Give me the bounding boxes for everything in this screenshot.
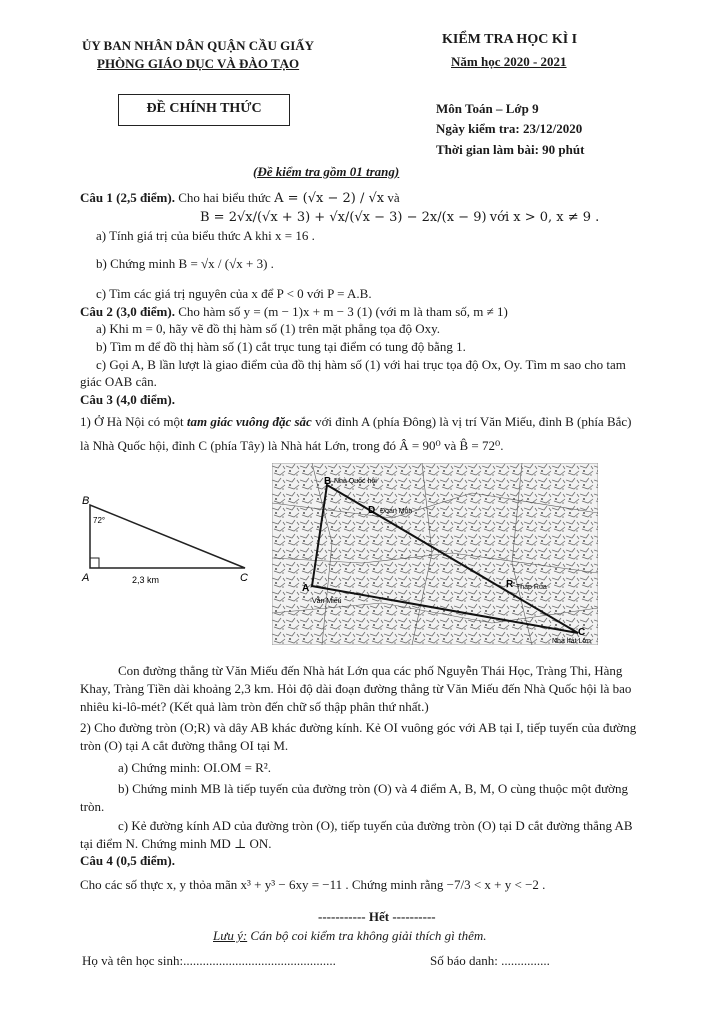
note-text: Cán bộ coi kiểm tra không giải thích gì thêm.: [250, 928, 487, 943]
q1-and: và: [387, 190, 400, 205]
exam-date: Ngày kiểm tra: 23/12/2020: [436, 121, 583, 136]
fig-label-c: C: [240, 572, 248, 584]
map-c-label: Nhà hát Lớn: [552, 638, 591, 645]
map-b: B: [324, 476, 332, 487]
q1-expr-b: B = 2√x/(√x + 3) + √x/(√x − 3) − 2x/(x − 9): [200, 210, 487, 225]
q3-a: a) Chứng minh: OI.OM = R².: [118, 760, 271, 775]
map-d: D: [368, 505, 376, 516]
q2-b: b) Tìm m để đồ thị hàm số (1) cắt trục tung tại điểm có tung độ bằng 1.: [96, 339, 466, 354]
triangle-figure: [80, 495, 260, 590]
pages-note: (Đề kiểm tra gồm 01 trang): [253, 164, 400, 179]
map-a-label: Văn Miếu: [312, 598, 342, 605]
q1-intro: Cho hai biểu thức: [178, 190, 271, 205]
subject: Môn Toán – Lớp 9: [436, 101, 539, 116]
q1-c: c) Tìm các giá trị nguyên của x để P < 0 với P = A.B.: [96, 286, 372, 301]
q2-title: Câu 2 (3,0 điểm).: [80, 304, 175, 319]
official-label: ĐỀ CHÍNH THỨC: [146, 101, 262, 116]
right-angle-mark: [90, 558, 99, 568]
map-a: A: [302, 583, 310, 594]
header-org: ỦY BAN NHÂN DÂN QUẬN CẦU GIẤY: [82, 38, 315, 53]
q1-expr-a: A = (√x − 2) / √x: [274, 191, 385, 206]
q4-text: Cho các số thực x, y thỏa mãn x³ + y³ − 6xy = −11 . Chứng minh rằng −7/3 < x + y < −2 .: [80, 877, 546, 892]
q3-intro: [80, 410, 642, 458]
q3-intro-emph: tam giác vuông đặc sắc: [186, 414, 312, 429]
q3-c: c) Kẻ đường kính AD của đường tròn (O), tiếp tuyến của đường tròn (O) tại D cắt đường thẳng AB tại điểm N. Chứng minh MD ⊥ ON.: [80, 818, 633, 851]
q3-p3: 2) Cho đường tròn (O;R) và dây AB khác đường kính. Kẻ OI vuông góc với AB tại I, tiếp tuyến của đường tròn (O) tại A cắt đường thẳng OI tại M.: [80, 720, 637, 753]
map-b-label: Nhà Quốc hội: [334, 478, 377, 485]
fig-label-b: B: [82, 495, 90, 507]
duration: Thời gian làm bài: 90 phút: [436, 142, 585, 157]
q2-intro: Cho hàm số y = (m − 1)x + m − 3 (1) (với m là tham số, m ≠ 1): [178, 304, 508, 319]
map-background: [272, 463, 598, 645]
q1-title: Câu 1 (2,5 điểm).: [80, 190, 175, 205]
q1-a: a) Tính giá trị của biểu thức A khi x = 16 .: [96, 228, 315, 243]
note: [213, 928, 487, 944]
q1-condition: với x > 0, x ≠ 9 .: [489, 210, 600, 225]
q3-title: Câu 3 (4,0 điểm).: [80, 392, 175, 407]
q1-b: b) Chứng minh B = √x / (√x + 3) .: [96, 256, 274, 271]
q3-b: b) Chứng minh MB là tiếp tuyến của đường tròn (O) và 4 điểm A, B, M, O cùng thuộc một đường tròn.: [80, 781, 629, 814]
q2-c: c) Gọi A, B lần lượt là giao điểm của đồ thị hàm số (1) với hai trục tọa độ Ox, Oy. Tìm m sao cho tam giác OAB cân.: [80, 357, 626, 389]
triangle-abc: [90, 505, 245, 568]
header-dept: PHÒNG GIÁO DỤC VÀ ĐÀO TẠO: [97, 56, 300, 71]
end-marker: ----------- Hết ----------: [318, 909, 436, 924]
q1-line: [80, 190, 400, 206]
official-box: [118, 94, 290, 126]
school-year: Năm học 2020 - 2021: [451, 54, 567, 69]
student-id-field: Số báo danh: ...............: [430, 953, 550, 968]
map-figure: [272, 463, 598, 645]
map-r-label: Tháp Rùa: [516, 584, 547, 591]
fig-length: 2,3 km: [132, 575, 160, 585]
map-c: C: [578, 627, 586, 638]
q4-title: Câu 4 (0,5 điểm).: [80, 853, 175, 868]
note-label: Lưu ý:: [213, 928, 248, 943]
q3-p2: Con đường thẳng từ Văn Miếu đến Nhà hát Lớn qua các phố Nguyễn Thái Học, Tràng Thi, Hàng Khay, Tràng Tiền dài khoảng 2,3 km. Hỏi độ dài đoạn đường thẳng từ Văn Miếu đến Nhà Quốc hội là bao nhiêu ki-lô-mét? (Kết quả làm tròn đến chữ số thập phân thứ nhất.): [80, 663, 632, 714]
map-d-label: Đoan Môn: [380, 508, 413, 515]
fig-angle-b: 72°: [93, 516, 106, 525]
q2-line: [80, 304, 508, 320]
fig-label-a: A: [82, 572, 90, 584]
q3-intro-start: 1) Ở Hà Nội có một: [80, 414, 187, 429]
map-r: R: [506, 579, 514, 590]
q3-intro-rest: với đỉnh A (phía Đông) là vị trí Văn Miếu, đỉnh B (phía Bắc) là Nhà Quốc hội, đỉnh C (phía Tây) là Nhà hát Lớn, trong đó Â = 90⁰ và B̂ = 72⁰.: [80, 414, 632, 453]
q1-line2: [200, 209, 599, 225]
exam-title: KIỂM TRA HỌC KÌ I: [442, 32, 578, 47]
q2-a: a) Khi m = 0, hãy vẽ đồ thị hàm số (1) trên mặt phẳng tọa độ Oxy.: [96, 321, 441, 336]
student-name-field: Họ và tên học sinh:...............................................: [82, 953, 336, 968]
